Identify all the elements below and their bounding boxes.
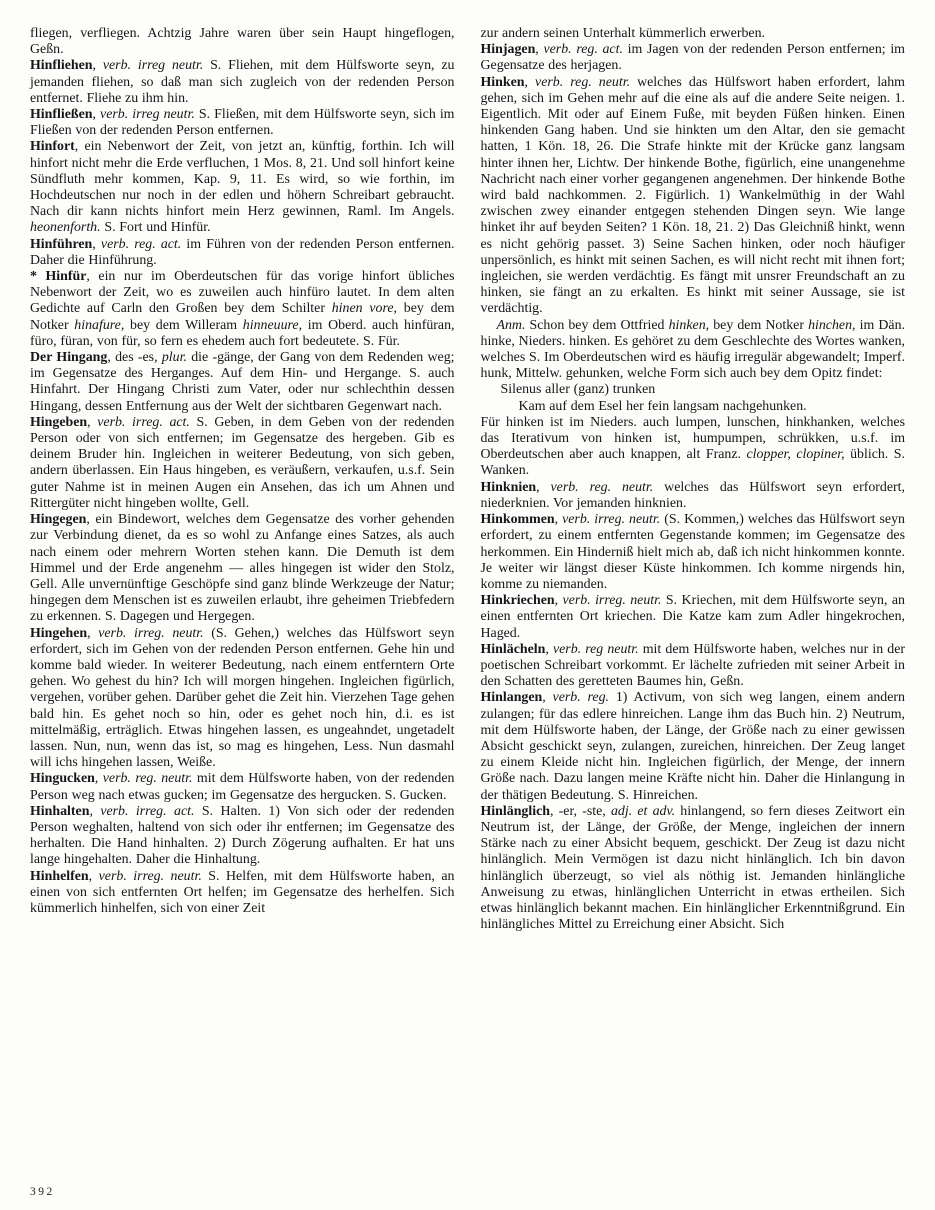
entry-text: S. Fliehen, mit dem Hülfsworte seyn, zu jemanden fliehen, so daß man sich zugleich von der redenden Person entfernet. Fliehe zu ihm hin.	[30, 58, 455, 106]
entry-hinfliessen	[30, 107, 455, 139]
grammar-label: verb. irreg. neutr.	[98, 625, 204, 641]
entry-text: 1) Activum, von sich weg langen, einem andern zulangen; für das edlere hinreichen. Lange ihm das Buch hin. 2) Neutrum, mit dem Hülfsworte haben, der Länge, der Größe nach zu einer gewissen Absicht geschickt seyn, zulangen, zureichen, hinreichen. Der Zeug langet zu einem Kleide nicht hin. Ingleichen figürlich, der Menge, der innern Größe nach. Dazu langen meine Kräfte nicht hin. Daher die Hinlangung in der thätigen Bedeutung. S. Hinreichen.	[480, 690, 905, 803]
headword: Hinlänglich	[480, 803, 550, 819]
grammar-label: heonenforth.	[30, 220, 101, 236]
entry-text: die -gänge, der Gang von dem Redenden weg; im Gegensatze des Herganges. Auf dem Hin- und Hergange. S. auch Hinfahrt. Der Hingang Christi zum Vater, oder nur schlechthin dessen Hingang, dessen Entfernung aus der Welt der sichtbaren Gegenwart nach.	[30, 350, 455, 414]
grammar-label: verb. irreg. neutr.	[98, 868, 202, 884]
entry-text: S. Geben, in dem Geben von der redenden Person oder von sich entfernen; im Gegensatze des hergeben. Gib es deinem Bruder hin. Ingleichen in weiterer Bedeutung, von sich geben, andern überlassen. Ein Haus hingeben, es veräußern, verkaufen, u.s.f. Sein guter Nahme ist in meinen Augen ein Ansehen, das ich um Ahnen und Rittergüter nicht hingeben wollte, Gell.	[30, 414, 455, 511]
grammar-label: verb. reg. act.	[100, 236, 182, 252]
headword: Hinfort	[30, 139, 75, 155]
entry-text: üblich. S. Wanken.	[480, 447, 905, 479]
entry-hingeben	[30, 415, 455, 512]
headword: Hinfließen	[30, 107, 93, 123]
verse-line	[481, 382, 906, 398]
entry-hinhalten	[30, 804, 455, 869]
entry-text: im Oberd. auch hinfüran, füro, füran, von für, so fern es ehedem auch fort bedeutete. S. Für.	[30, 317, 455, 349]
grammar-label: verb. irreg. act.	[100, 803, 195, 819]
verse-line	[481, 399, 906, 415]
entry-text: Für hinken ist im Nieders. auch lumpen, lunschen, hinkhanken, welches das Iterativum von hinken ist, humpumpen, schrükken, u.s.f. im Oberdeutschen aber auch knappen, alt Franz.	[480, 414, 905, 463]
entry-hinkommen	[481, 512, 906, 593]
entry-hinlaenglich	[481, 804, 906, 934]
entry-hinken	[481, 75, 906, 318]
entry-text: ,	[554, 512, 563, 528]
grammar-label: hinken,	[668, 317, 710, 333]
headword: Hinjagen	[480, 42, 536, 58]
grammar-label: verb. reg. act.	[543, 42, 623, 58]
entry-text: mit dem Hülfsworte haben, von der redenden Person weg nach etwas gucken; im Gegensatze des hergucken. S. Gucken.	[30, 771, 455, 803]
column-left	[30, 26, 455, 933]
grammar-label: hinafure,	[74, 317, 125, 333]
headword: Hingehen	[30, 625, 88, 641]
entry-text: ,	[89, 803, 101, 819]
headword: Hinknien	[480, 479, 537, 495]
entry-text: , ein Bindewort, welches dem Gegensatze des vorher gehenden zur Verbindung dienet, da es so wohl zu Anfange eines Satzes, als auch nach einem oder mehrern Worten stehen kann. Die Demuth ist dem Himmel und der Erde angenehm — alles hingegen ist wider den Stolz, Gell. Alle unvernünftige Geschöpfe sind ganz blinde Werkzeuge der Natur; hingegen dem Menschen ist es zuweilen erlaubt, ihre geheimen Triebfedern zu erkennen. S. Dagegen und Hergegen.	[30, 512, 455, 625]
entry-text: ,	[92, 58, 103, 74]
entry-hinhelfen	[30, 869, 455, 918]
headword: Hinlächeln	[480, 641, 546, 657]
grammar-label: verb. irreg neutr.	[100, 107, 195, 123]
entry-text: ,	[87, 414, 98, 430]
grammar-label: Anm.	[496, 317, 526, 333]
note-paragraph	[481, 318, 906, 383]
entry-hinlaecheln	[481, 642, 906, 691]
entry-text: ,	[92, 236, 101, 252]
headword: Hinhelfen	[30, 868, 89, 884]
grammar-label: verb. reg. neutr.	[102, 771, 193, 787]
entry-text: bey dem Willeram	[124, 317, 243, 333]
headword: Hingegen	[30, 512, 87, 528]
entry-text: ,	[554, 593, 563, 609]
entry-text: , -er, -ste,	[549, 803, 611, 819]
entry-text: bey dem Notker	[709, 317, 809, 333]
entry-hinknien	[481, 480, 906, 512]
column-right	[481, 26, 906, 933]
entry-text: S. Kriechen, mit dem Hülfsworte seyn, an einen entfernten Ort kriechen. Die Katze kam zum Adler hingekrochen, Haged.	[480, 593, 905, 641]
headword: Hinfliehen	[30, 58, 93, 74]
grammar-label: plur.	[161, 350, 187, 366]
entry-hingucken	[30, 771, 455, 803]
note-continuation	[481, 415, 906, 480]
entry-hinkriechen	[481, 593, 906, 642]
entry-text: welches das Hülfswort haben erfordert, lahm gehen, sich im Gehen mehr auf die eine als auf die andere Seite neigen. 1. Eigentlich. Mit oder auf Einem Fuße, mit beyden Füßen hinken. Einen hinkenden Gang haben. Und sie hinkten um den Altar, den sie gemacht hatten, 1 Kön. 18, 26. Die Strafe hinkte mit der Krücke ganz langsam hinter ihnen her, Lichtw. Der hinkende Bothe, figürlich, eine unangenehme Nachricht nach einer vorher gegangenen angenehmen. Der hinkende Bothe wird bald nachkommen. 2. Figürlich. 1) Wankelmüthig in der Wahl zwischen zwey einander entgegen stehenden Dingen seyn. Wie lange hinket ihr auf beyden Seiten? 1 Kön. 18, 21. 2) Das Gleichniß hinkt, wenn es nicht gehörig passet. 3) Seine Sachen hinken, oder noch häufiger unpersönlich, es hinkt mit seinen Sachen, es will nicht recht mit ihnen fort; ingleichen, sie werden verdächtig. Es fängt mit unsrer Freundschaft an zu hinken, sie fängt an zu erkalten. Es hinkt mit seiner Aussage, sie ist verdächtig.	[480, 74, 905, 317]
entry-text: (S. Gehen,) welches das Hülfswort seyn erfordert, sich im Gehen von der redenden Person entfernen. Gehe hin und komme bald wieder. In weiterer Bedeutung, nach einem entferntern Orte gehen. Wo gehest du hin? Ich will morgen hingehen. Ingleichen figürlich, vergehen, vorüber gehen. Darüber gehet die Zeit hin. Vierzehen Tage gehen bald hin. Es gehet noch so hin, oder es gehet noch hin, d.i. es ist mittelmäßig, erträglich. Etwas hingehen lassen, es ungeahndet, ungetadelt lassen. Nun, nun, wenn das ist, so mag es hingehen, Less. Nun dasmahl will ichs hingehen lassen, Weiße.	[30, 625, 455, 771]
entry-text: , ein Nebenwort der Zeit, von jetzt an, künftig, forthin. Ich will hinfort nicht mehr die Erde verfluchen, 1 Mos. 8, 21. Und soll hinfort keine Sündfluth mehr kommen, Kap. 9, 11. Es wird, so wie forthin, im Hochdeutschen nur noch in der edlen und höhern Schreibart gebraucht. Nach dir kann nichts hinfort mein Herz gewinnen, Raml. Im Angels.	[30, 139, 455, 220]
entry-text: im Führen von der redenden Person entfernen. Daher die Hinführung.	[30, 236, 455, 268]
entry-hinfort	[30, 139, 455, 236]
entry-text: ,	[535, 42, 544, 58]
entry-text: ,	[524, 74, 536, 90]
headword: Hinführen	[30, 236, 93, 252]
grammar-label: verb. irreg. neutr.	[562, 593, 662, 609]
entry-text: (S. Kommen,) welches das Hülfswort seyn erfordert, zu einem entfernten Gegenstande kommen; im Gegensatze des herkommen. Ein Hinderniß hielt mich ab, daß ich nicht hinkommen konnte. Je weiter wir längst dieser Küste hinkommen. Ich komme nirgends hin, komme zu niemanden.	[480, 512, 905, 592]
entry-text: im Jagen von der redenden Person entfernen; im Gegensatze des herjagen.	[480, 42, 905, 74]
headword: Hingucken	[30, 771, 95, 787]
headword: Der Hingang	[30, 350, 108, 366]
headword: Hingeben	[30, 414, 88, 430]
entry-text: ,	[87, 625, 99, 641]
grammar-label: verb. irreg neutr.	[102, 58, 204, 74]
entry-hinfuer	[30, 269, 455, 350]
entry-text: zur andern seinen Unterhalt kümmerlich erwerben.	[480, 26, 765, 41]
entry-text: Schon bey dem Ottfried	[525, 317, 669, 333]
entry-text: , des -es,	[107, 350, 162, 366]
entry-hingegen	[30, 512, 455, 625]
entry-text: mit dem Hülfsworte haben, welches nur in der poetischen Schreibart vorkommt. Er lächelte zufrieden mit seiner Arbeit in den Schatten des geretteten Baumes hin, Geßn.	[480, 641, 905, 690]
entry-text: Kam auf dem Esel her fein langsam nachgehunken.	[518, 398, 807, 414]
grammar-label: hinen vore,	[331, 301, 397, 317]
grammar-label: verb. reg neutr.	[552, 641, 639, 657]
entry-text: ,	[92, 107, 101, 123]
headword: Hinkommen	[480, 512, 555, 528]
entry-hingehen	[30, 626, 455, 772]
entry-text: S. Fort und Hinfür.	[100, 220, 211, 236]
entry-text: S. Fließen, mit dem Hülfsworte seyn, sich im Fließen von der redenden Person entfernen.	[30, 107, 455, 139]
grammar-label: hinneuure,	[242, 317, 303, 333]
entry-text: ,	[536, 479, 551, 495]
entry-text: ,	[88, 868, 99, 884]
entry-text: fliegen, verfliegen. Achtzig Jahre waren über sein Haupt hingeflogen, Geßn.	[30, 26, 455, 58]
grammar-label: clopper, clopiner,	[746, 447, 845, 463]
entry-text: hinlangend, so fern dieses Zeitwort ein Neutrum ist, der Länge, der Größe, der Menge, ingleichen der innern Stärke nach zu einer Absicht bequem, geschickt. Der Zeug ist dazu nicht hinlänglich. Mein Vermögen ist dazu nicht hinlänglich. Ich bin davon hinlänglich überzeugt, so viel als nöthig ist. Jemanden hinlängliche Anweisung zu etwas, hinlänglichen Unterricht in etwas ertheilen. Sich etwas hinlänglich bekannt machen. Ein hinlänglicher Erkenntnißgrund. Ein hinlängliches Mittel zu Erreichung einer Absicht. Sich	[480, 803, 905, 933]
entry-text: , ein nur im Oberdeutschen für das vorige hinfort übliches Nebenwort der Zeit, wo es zuweilen auch hinfüro lautet. In dem alten Gedichte auf Carln den Großen bey dem Schilter	[30, 269, 455, 317]
grammar-label: verb. reg. neutr.	[535, 74, 631, 90]
entry-text: im Dän. hinke, Nieders. hinken. Es gehöret zu dem Geschlechte des Wortes wanken, welches S. Im Oberdeutschen wird es häufig irregulär abgewandelt; Imperf. hunk, Mittelw. gehunken, welche Form sich auch bey dem Opitz findet:	[480, 317, 905, 382]
headword: Hinkriechen	[480, 593, 555, 609]
entry-hinjagen	[481, 42, 906, 74]
grammar-label: verb. reg. neutr.	[550, 479, 654, 495]
text-columns	[30, 26, 905, 933]
headword: Hinhalten	[30, 803, 90, 819]
entry-hinlangen	[481, 690, 906, 803]
entry-hinfuehren	[30, 237, 455, 269]
continuation-paragraph	[481, 26, 906, 42]
entry-hinfliehen	[30, 58, 455, 107]
headword: * Hinfür	[30, 269, 87, 285]
continuation-paragraph	[30, 26, 455, 58]
entry-text: S. Helfen, mit dem Hülfsworte haben, an einen von sich entfernten Ort helfen; im Gegensatze des herhelfen. Sich kümmerlich hinhelfen, sich von einer Zeit	[30, 868, 455, 916]
headword: Hinken	[480, 74, 525, 90]
entry-text: ,	[545, 641, 553, 657]
entry-text: bey dem Notker	[30, 301, 455, 333]
page-number: 392	[30, 1186, 55, 1198]
grammar-label: hinchen,	[808, 317, 856, 333]
headword: Hinlangen	[480, 690, 543, 706]
grammar-label: verb. irreg. neutr.	[562, 512, 661, 528]
entry-text: S. Halten. 1) Von sich oder der redenden Person weghalten, haltend von sich oder ihr entfernen; im Gegensatze des herhalten. Die Hand hinhalten. 2) Durch Zögerung aufhalten. Er hat uns lange hingehalten. Daher die Hinhaltung.	[30, 803, 455, 868]
grammar-label: verb. reg.	[552, 690, 610, 706]
entry-hingang	[30, 350, 455, 415]
grammar-label: verb. irreg. act.	[97, 414, 190, 430]
entry-text: Silenus aller (ganz) trunken	[500, 382, 656, 398]
entry-text: ,	[94, 771, 103, 787]
entry-text: welches das Hülfswort seyn erfordert, niederknien. Vor jemanden hinknien.	[480, 479, 905, 511]
grammar-label: adj. et adv.	[610, 803, 676, 819]
entry-text: ,	[542, 690, 553, 706]
